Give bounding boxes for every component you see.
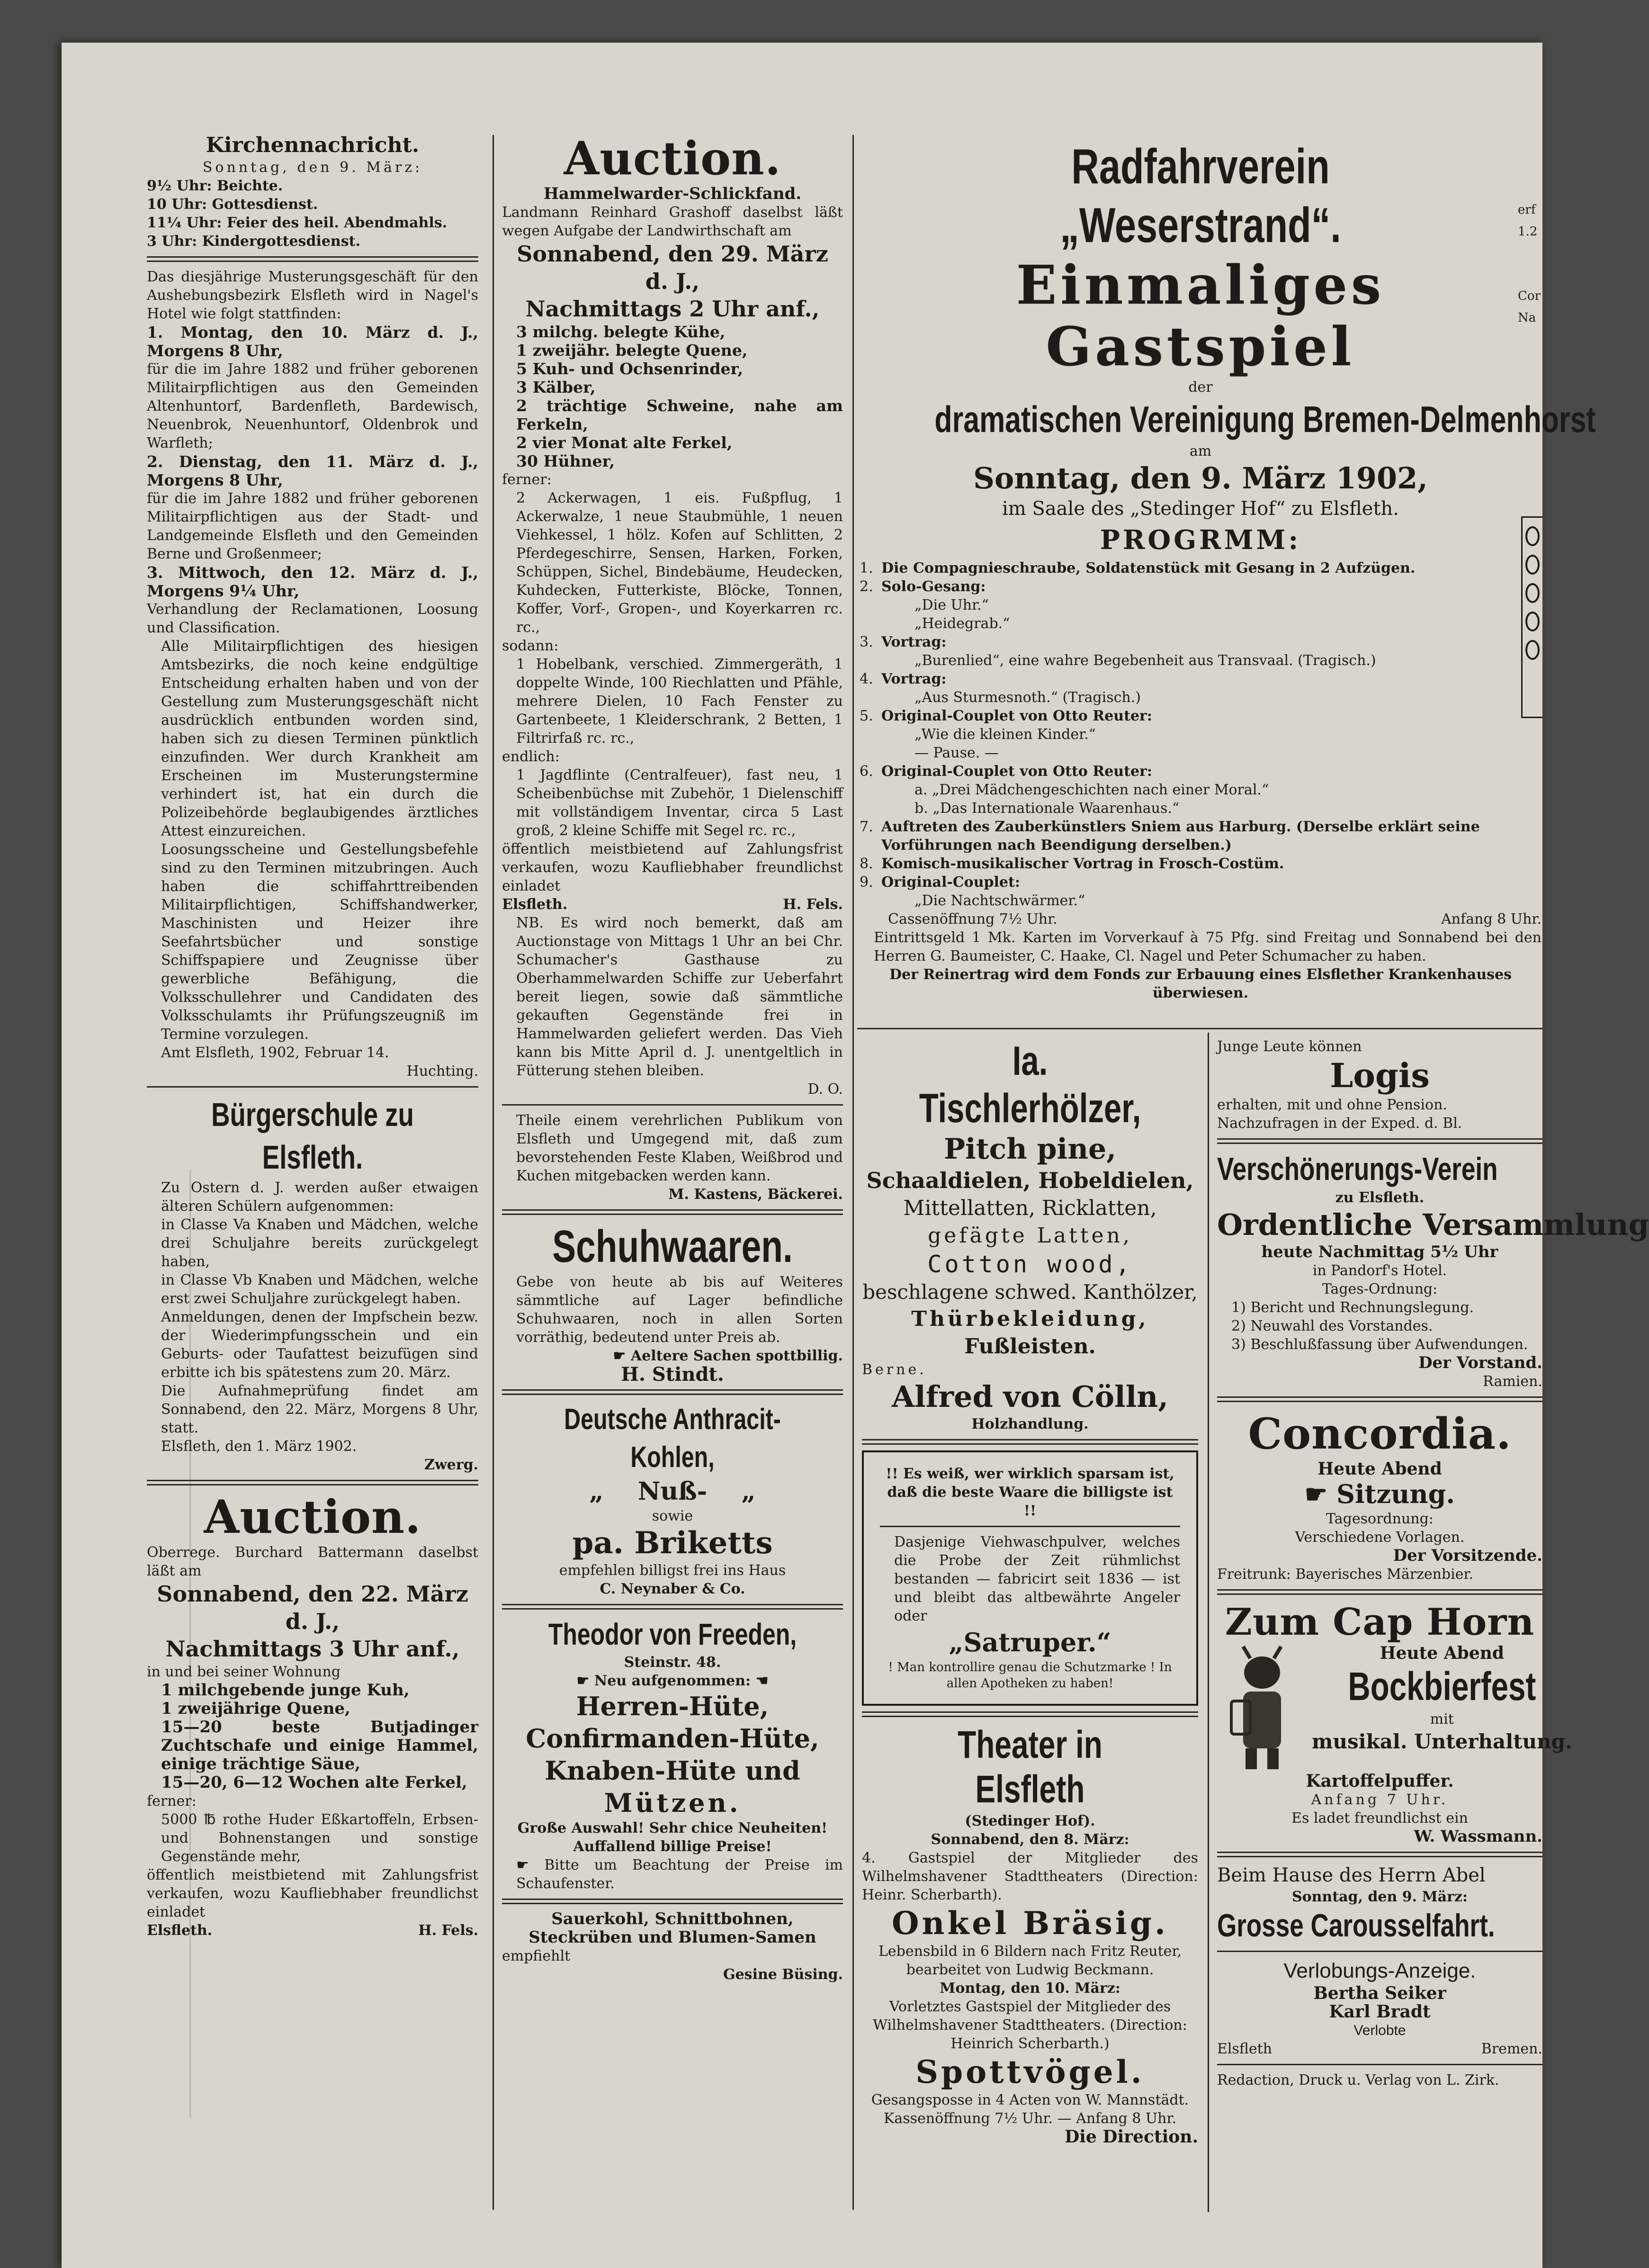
column-3 xyxy=(862,1037,1198,2146)
programme-item xyxy=(860,762,1541,781)
text: Cassenöffnung 7½ Uhr. xyxy=(888,911,1058,927)
edge-ornament xyxy=(1521,516,1542,718)
date: Sonnabend, den 22. März d. J., xyxy=(157,1581,468,1634)
text: 1 Hobelbank, verschied. Zimmergeräth, 1 doppelte Winde, 100 Riechlatten und Pfähle, mehrere Dielen, 10 Fach Fenster zu Gartenbeete, 1 Kleiderschrank, 2 Betten, 1 Filtrirfaß rc. rc., xyxy=(516,656,843,747)
divider xyxy=(862,1711,1198,1717)
text: Oberrege. Burchard Battermann daselbst läßt am xyxy=(147,1544,478,1579)
time: Nachmittags 2 Uhr anf., xyxy=(525,296,820,322)
time: Nachmittags 3 Uhr anf., xyxy=(165,1636,460,1662)
theatre-ad xyxy=(862,1723,1198,2146)
heading: Bürgerschule zu Elsfleth. xyxy=(211,1096,414,1176)
lodging-ad xyxy=(1217,1037,1542,1133)
signature: H. Fels. xyxy=(418,1922,478,1939)
subtitle: Holzhandlung. xyxy=(971,1416,1089,1432)
heading: Verschönerungs-Verein xyxy=(1217,1151,1498,1187)
programme-number xyxy=(860,725,877,744)
programme-item xyxy=(860,596,1541,614)
text: Anfang 7 Uhr. xyxy=(1311,1791,1449,1808)
text: am xyxy=(1189,443,1212,459)
address: Steinstr. 48. xyxy=(624,1654,721,1671)
text: Alle Militairpflichtigen des hiesigen Amtsbezirks, die noch keine endgültige Entscheidung erhalten haben und von der Gestellung zum Musterungsgeschäft nicht ausdrücklich entbunden worden sind, haben sich zu diesen Terminen pünktlich einzufinden. Wer durch Krankheit am Erscheinen im Musterungstermine verhindert ist, hat ein durch die Polizeibehörde beglaubigendes ärztliches Attest einzureichen. xyxy=(161,638,478,839)
cap-horn-ad xyxy=(1217,1601,1572,1846)
text: Eintrittsgeld 1 Mk. Karten im Vorverkauf à 75 Pfg. sind Freitag und Sonnabend bei den Herren G. Baumeister, C. Haake, Cl. Nagel und Peter Schumacher zu haben. xyxy=(874,929,1541,964)
divider xyxy=(857,1028,1542,1029)
text: Verlobte xyxy=(1353,2023,1406,2038)
programme-item xyxy=(860,707,1541,725)
divider xyxy=(502,1209,843,1215)
line: 9½ Uhr: Beichte. xyxy=(147,178,283,194)
text: Es ladet freundlichst ein xyxy=(1291,1810,1468,1827)
product: Pitch pine, xyxy=(943,1133,1117,1166)
text: empfiehlt xyxy=(502,1948,571,1964)
programme-item xyxy=(860,688,1541,707)
name: Bertha Seiker xyxy=(1313,1983,1446,2003)
text: erhalten, mit und ohne Pension. xyxy=(1217,1097,1447,1113)
programme-text: Solo-Gesang: xyxy=(881,578,986,595)
programme-item xyxy=(860,855,1541,873)
divider xyxy=(880,1526,1180,1527)
date: Sonntag, den 9. März: xyxy=(202,159,423,176)
meeting-title: Ordentliche Versammlung xyxy=(1217,1207,1649,1242)
auction-ad-2 xyxy=(147,1491,478,1940)
text: Lebensbild in 6 Bildern nach Fritz Reuter, bearbeitet von Ludwig Beckmann. xyxy=(878,1943,1182,1978)
text: Beim Hause des Herrn Abel xyxy=(1217,1864,1486,1886)
product: Cotton wood, xyxy=(927,1251,1133,1278)
text: 2 Ackerwagen, 1 eis. Fußpflug, 1 Ackerwalze, 1 neue Staubmühle, 1 neuen Viehkessel, 1 hölz. Kofen auf Schlitten, 2 Pferdegeschirre, Sensen, Harken, Forken, Schüppen, Sichel, Bindebäume, Heudecken, Kuhdecken, Futterkiste, Blöcke, Tonnen, Koffer, Vorf-, Gropen-, und Koyerkarren rc. rc., xyxy=(516,490,843,636)
divider xyxy=(502,1389,843,1395)
divider xyxy=(147,256,478,262)
text: Loosungsscheine und Gestellungsbefehle sind zu den Terminen mitzubringen. Auch haben die schiffahrttreibenden Militairpflichtigen, Schiffshandwerker, Maschinisten und Heizer ihre Seefahrtsbücher und sonstige Schiffspapiere und Zeugnisse über gewerbliche Befähigung, die Volksschullehrer und Candidaten des Volksschulamts ihr Prüfungszeugniß im Termine vorzulegen. xyxy=(161,841,478,1043)
text: heute Nachmittag 5½ Uhr xyxy=(1261,1242,1498,1261)
text: Die Aufnahmeprüfung findet am Sonnabend, den 22. März, Morgens 8 Uhr, statt. xyxy=(161,1383,478,1436)
coal-ad xyxy=(502,1401,843,1598)
school-notice xyxy=(147,1093,478,1474)
text: musikal. Unterhaltung. xyxy=(1312,1730,1572,1753)
text: Heute Abend xyxy=(1317,1459,1442,1479)
programme-text: — Pause. — xyxy=(914,745,999,761)
text: Freitrunk: Bayerisches Märzenbier. xyxy=(1217,1566,1474,1583)
programme-number: 4. xyxy=(860,671,873,687)
programme-number: 8. xyxy=(860,855,873,872)
text: Verschiedene Vorlagen. xyxy=(1295,1529,1465,1546)
subheading: Einmaliges Gastspiel xyxy=(1016,254,1385,378)
text: endlich: xyxy=(502,748,560,765)
text: in Classe Vb Knaben und Mädchen, welche erst zwei Schuljahre zurückgelegt haben. xyxy=(161,1272,478,1307)
heading: Kirchennachricht. xyxy=(206,133,420,157)
imprint: Redaction, Druck u. Verlag von L. Zirk. xyxy=(1217,2072,1499,2088)
divider xyxy=(1217,1138,1542,1144)
text: Das diesjährige Musterungsgeschäft für den Aushebungsbezirk Elsfleth wird in Nagel's Hotel wie folgt stattfinden: xyxy=(147,269,478,322)
programme-text: Auftreten des Zauberkünstlers Sniem aus Harburg. (Derselbe erklärt seine Vorführungen nach Beendigung derselben.) xyxy=(881,819,1480,854)
heading: !! Es weiß, wer wirklich sparsam ist, daß die beste Waare die billigste ist !! xyxy=(886,1466,1174,1519)
programme-number: 5. xyxy=(860,708,873,724)
pointing-hand-icon: ☛ xyxy=(516,1857,545,1873)
programme-number xyxy=(860,651,877,670)
signature: Zwerg. xyxy=(424,1457,478,1473)
signature-line xyxy=(147,1921,478,1940)
text: Vorletztes Gastspiel der Mitglieder des Wilhelmshavener Stadttheaters. (Direction: Heinrich Scherbarth.) xyxy=(873,1998,1187,2052)
hand-line xyxy=(502,1856,843,1893)
programme-text: Komisch-musikalischer Vortrag in Frosch-Costüm. xyxy=(881,855,1284,872)
military-notice xyxy=(147,268,478,1080)
item: 15—20, 6—12 Wochen alte Ferkel, xyxy=(161,1773,467,1792)
heading: Theater in Elsfleth xyxy=(958,1723,1102,1811)
beer-goat-illustration-icon xyxy=(1217,1644,1307,1772)
agenda-item: 3) Beschlußfassung über Aufwendungen. xyxy=(1231,1336,1528,1353)
text: Kartoffelpuffer. xyxy=(1306,1771,1454,1791)
programme-item xyxy=(860,577,1541,596)
pointing-hand-icon: ☛ xyxy=(1304,1479,1336,1509)
ensemble: dramatischen Vereinigung Bremen-Delmenhorst xyxy=(934,398,1596,440)
session-line xyxy=(1217,1478,1542,1510)
signature: W. Wassmann. xyxy=(1414,1827,1542,1846)
footnote: ! Man kontrollire genau die Schutzmarke ! In allen Apotheken zu haben! xyxy=(888,1660,1172,1691)
programme-number xyxy=(860,891,877,910)
signature: Alfred von Cölln, xyxy=(892,1379,1168,1414)
programme-item xyxy=(860,651,1541,670)
text: Gesangsposse in 4 Acten von W. Mannstädt. Kassenöffnung 7½ Uhr. — Anfang 8 Uhr. xyxy=(871,2092,1189,2127)
text: Gebe von heute ab bis auf Weiteres sämmtliche auf Lager befindliche Schuhwaaren, noch in allen Sorten vorräthig, bedeutend unter Preis ab. xyxy=(516,1274,843,1346)
programme-text: „Burenlied“, eine wahre Begebenheit aus Transvaal. (Tragisch.) xyxy=(914,652,1376,669)
text: 5000 ℔ rothe Huder Eßkartoffeln, Erbsen- und Bohnenstangen und sonstige Gegenstände mehr, xyxy=(161,1811,478,1865)
date: 2. Dienstag, den 11. März d. J., Morgens 8 Uhr, xyxy=(147,452,478,489)
programme-text: Vortrag: xyxy=(881,671,947,687)
text: Tagesordnung: xyxy=(1326,1511,1434,1527)
item: 1 zweijährige Quene, xyxy=(161,1699,350,1718)
item: 30 Hühner, xyxy=(516,452,615,470)
programme-number xyxy=(860,596,877,614)
timber-ad xyxy=(862,1037,1198,1433)
programme-number xyxy=(860,744,877,762)
programme-text: Original-Couplet: xyxy=(881,874,1020,891)
line: 11¼ Uhr: Feier des heil. Abendmahls. xyxy=(147,215,448,231)
programme-text: a. „Drei Mädchengeschichten nach einer Moral.“ xyxy=(914,782,1269,798)
text: mit xyxy=(1430,1711,1454,1728)
text: Dasjenige Viehwaschpulver, welches die Probe der Zeit rühmlichst bestanden — fabricirt seit 1836 — ist und bleibt das altbewährte Angeler oder xyxy=(894,1534,1180,1624)
programme-item xyxy=(860,614,1541,633)
programme-item xyxy=(860,744,1541,762)
subheading: (Stedinger Hof). xyxy=(965,1813,1095,1829)
column-rule xyxy=(493,135,494,2210)
text: Nuß- xyxy=(637,1477,708,1506)
pointing-hand-icon: ☚ xyxy=(751,1673,769,1689)
date: Sonnabend, den 8. März: xyxy=(931,1831,1129,1848)
column-3-wide xyxy=(860,137,1596,1002)
text: in und bei seiner Wohnung xyxy=(147,1664,341,1680)
column-2 xyxy=(502,133,843,1984)
programme-text: Original-Couplet von Otto Reuter: xyxy=(881,708,1152,724)
product: beschlagene schwed. Kanthölzer, xyxy=(862,1280,1198,1304)
programme-item xyxy=(860,818,1541,855)
beautification-society-ad xyxy=(1217,1150,1649,1391)
product: Knaben-Hüte und xyxy=(545,1755,800,1786)
divider xyxy=(1217,1951,1542,1952)
product: pa. Briketts xyxy=(572,1525,773,1561)
adjacent-page-edge xyxy=(1518,199,1541,329)
text: öffentlich meistbietend mit Zahlungsfrist verkaufen, wozu Kaufliebhaber freundlichst einladet xyxy=(147,1867,478,1920)
programme-text: „Wie die kleinen Kinder.“ xyxy=(914,726,1096,743)
date: Montag, den 10. März: xyxy=(940,1980,1120,1997)
text: in Classe Va Knaben und Mädchen, welche drei Schuljahre bereits zurückgelegt haben, xyxy=(161,1216,478,1270)
ditto-mark: „ xyxy=(589,1477,604,1506)
programme-title: PROGRMM: xyxy=(1100,524,1301,556)
programme-item xyxy=(860,725,1541,744)
programme-number: 7. xyxy=(860,819,873,835)
divider xyxy=(1217,1396,1542,1402)
programme-item xyxy=(860,799,1541,818)
line: 10 Uhr: Gottesdienst. xyxy=(147,196,318,213)
divider xyxy=(1217,2064,1542,2065)
text: ferner: xyxy=(502,471,552,488)
text: Verhandlung der Reclamationen, Loosung und Classification. xyxy=(147,601,478,636)
product: gefägte Latten, xyxy=(928,1224,1132,1248)
item: 15—20 beste Butjadinger Zuchtschafe und einige Hammel, einige trächtige Säue, xyxy=(161,1718,478,1773)
programme-item xyxy=(860,559,1541,577)
pointing-hand-icon: ☛ xyxy=(576,1673,594,1689)
signature-name: Ramien. xyxy=(1483,1373,1542,1390)
column-rule xyxy=(1208,1033,1209,2212)
note: NB. Es wird noch bemerkt, daß am Auctionstage von Mittags 1 Uhr an bei Chr. Schumacher's Gasthause zu Oberhammelwarden Schiffe zur Ueberfahrt bereit liegen, sowie daß sämmtliche gekauften Gegenstände frei in Hammelwarden geliefert werden. Das Vieh kann bis Mitte April d. J. unentgeltlich in Fütterung stehen bleiben. xyxy=(516,915,843,1079)
name: Karl Bradt xyxy=(1329,2002,1431,2022)
signature: Der Vorsitzende. xyxy=(1393,1546,1542,1565)
text: Sitzung. xyxy=(1336,1479,1455,1509)
initials: D. O. xyxy=(807,1081,843,1098)
heading: Ia. Tischlerhölzer, xyxy=(919,1038,1141,1131)
divider xyxy=(1217,1852,1542,1857)
programme-text: Vortrag: xyxy=(881,634,947,650)
text: Sauerkohl, Schnittbohnen, Steckrüben und Blumen-Samen xyxy=(529,1909,816,1947)
hand-line xyxy=(502,1347,843,1365)
places xyxy=(1217,2040,1542,2058)
washing-powder-ad xyxy=(862,1450,1198,1706)
shoe-ad xyxy=(502,1221,843,1384)
product: Mützen. xyxy=(604,1788,741,1818)
place: zu Elsfleth. xyxy=(1335,1189,1425,1206)
programme-number xyxy=(860,781,877,799)
line: 3 Uhr: Kindergottesdienst. xyxy=(147,233,360,250)
product: Fußleisten. xyxy=(964,1334,1096,1359)
column-4 xyxy=(1217,1037,1649,2089)
text: Neu aufgenommen: xyxy=(594,1673,751,1689)
pointing-hand-icon: ☛ xyxy=(613,1348,631,1364)
edge-text: Cor xyxy=(1518,289,1541,303)
agenda-item: 2) Neuwahl des Vorstandes. xyxy=(1231,1318,1433,1334)
programme-number: 2. xyxy=(860,578,873,595)
text: sowie xyxy=(652,1508,693,1524)
programme-item xyxy=(860,633,1541,651)
text: Tages-Ordnung: xyxy=(1322,1281,1438,1297)
column-1 xyxy=(147,133,478,1940)
play-title: Spottvögel. xyxy=(915,2053,1145,2090)
programme-item xyxy=(860,891,1541,910)
signature: H. Fels. xyxy=(783,896,843,913)
engagement-notice xyxy=(1217,1958,1542,2058)
ditto-mark: „ xyxy=(741,1477,756,1506)
event-title: Bockbierfest xyxy=(1348,1664,1536,1709)
text: für die im Jahre 1882 und früher geborenen Militairpflichtigen aus den Gemeinden Altenhuntorf, Bardenfleth, Bardewisch, Neuenbrok, Neuenhuntorf, Oldenbrok und Warfleth; xyxy=(147,361,478,451)
cap-horn-text xyxy=(1312,1644,1572,1772)
place: Bremen. xyxy=(1481,2041,1542,2057)
programme-list xyxy=(860,559,1541,910)
text: Anfang 8 Uhr. xyxy=(1441,911,1541,927)
product: Mittellatten, Ricklatten, xyxy=(903,1196,1157,1220)
item: 1 zweijähr. belegte Quene, xyxy=(516,341,748,360)
signature: Die Direction. xyxy=(1064,2127,1198,2147)
divider xyxy=(862,1439,1198,1445)
signature-line xyxy=(502,895,843,914)
text: für die im Jahre 1882 und früher geborenen Militairpflichtigen aus der Stadt- und Landgemeinde Elsfleth und den Gemeinden Berne und Großenmeer; xyxy=(147,490,478,562)
carousel-ad xyxy=(1217,1863,1542,1945)
programme-text: „Heidegrab.“ xyxy=(914,615,1010,632)
divider xyxy=(502,1104,843,1106)
date: Sonnabend, den 29. März d. J., xyxy=(517,241,828,294)
programme-number: 1. xyxy=(860,560,873,576)
subheading: Hammelwarder-Schlickfand. xyxy=(543,184,802,203)
cycling-club-ad xyxy=(860,137,1596,1002)
heading: Verlobungs-Anzeige. xyxy=(1283,1959,1476,1982)
edge-text: erf xyxy=(1518,203,1536,217)
programme-text: „Die Nachtschwärmer.“ xyxy=(914,892,1085,909)
text: Zu Ostern d. J. werden außer etwaigen älteren Schülern aufgenommen: xyxy=(161,1179,478,1215)
heading: Logis xyxy=(1330,1056,1430,1095)
item: 1 milchgebende junge Kuh, xyxy=(161,1681,410,1700)
text: ferner: xyxy=(147,1793,197,1809)
programme-text: b. „Das Internationale Waarenhaus.“ xyxy=(914,800,1180,817)
text: Große Auswahl! Sehr chice Neuheiten! Auffallend billige Preise! xyxy=(517,1820,828,1855)
heading: Grosse Carousselfahrt. xyxy=(1217,1908,1495,1944)
programme-number xyxy=(860,688,877,707)
times-line xyxy=(860,910,1541,928)
signature: Gesine Büsing. xyxy=(723,1966,843,1983)
date: 1. Montag, den 10. März d. J., Morgens 8 Uhr, xyxy=(147,323,478,360)
heading: Radfahrverein „Weserstrand“. xyxy=(1060,139,1341,253)
heading: Deutsche Anthracit-Kohlen, xyxy=(564,1403,781,1474)
text: Bitte um Beachtung der Preise im Schaufenster. xyxy=(516,1857,843,1892)
text: Der Reinertrag wird dem Fonds zur Erbauung eines Elsflether Krankenhauses überwiesen. xyxy=(889,966,1512,1001)
divider xyxy=(502,1604,843,1610)
signature: Huchting. xyxy=(406,1063,478,1080)
text: in Pandorf's Hotel. xyxy=(1312,1262,1447,1279)
divider xyxy=(147,1480,478,1485)
signature: M. Kastens, Bäckerei. xyxy=(668,1186,843,1203)
product: Confirmanden-Hüte, xyxy=(526,1723,819,1754)
text: Anmeldungen, denen der Impfschein bezw. der Wiederimpfungsschein und ein Geburts- oder Taufattest beizufügen sind erbitte ich bis spätestens zum 20. März. xyxy=(161,1309,478,1381)
signature-place: Amt Elsfleth, 1902, Februar 14. xyxy=(161,1044,389,1061)
divider xyxy=(1217,1589,1542,1595)
column-rule xyxy=(852,135,854,2210)
programme-text: Original-Couplet von Otto Reuter: xyxy=(881,763,1152,780)
programme-item xyxy=(860,781,1541,799)
edge-text: 1.2 xyxy=(1518,225,1538,239)
date: Sonntag, den 9. März 1902, xyxy=(973,461,1428,495)
divider xyxy=(147,1086,478,1088)
product: Schaaldielen, Hobeldielen, xyxy=(866,1168,1194,1193)
agenda-item: 1) Bericht und Rechnungslegung. xyxy=(1231,1299,1474,1316)
text: 4. Gastspiel der Mitglieder des Wilhelmshavener Stadttheaters (Direction: Heinr. Scherbarth). xyxy=(862,1850,1198,1903)
concordia-ad xyxy=(1217,1408,1542,1584)
signature: C. Neynaber & Co. xyxy=(600,1581,745,1597)
heading: Zum Cap Horn xyxy=(1225,1601,1535,1644)
programme-number xyxy=(860,614,877,633)
text: Landmann Reinhard Grashoff daselbst läßt wegen Aufgabe der Landwirthschaft am xyxy=(502,204,843,239)
place: Elsfleth. xyxy=(502,896,568,913)
text: sodann: xyxy=(502,638,559,654)
text: empfehlen billigst frei ins Haus xyxy=(559,1562,786,1579)
text: 1 Jagdflinte (Centralfeuer), fast neu, 1 Scheibenbüchse mit Zubehör, 1 Dielenschiff mit vollständigem Inventar, circa 5 Last groß, 2 kleine Schiffe mit Segel rc. rc., xyxy=(516,767,843,839)
product: Herren-Hüte, xyxy=(576,1691,769,1721)
programme-number: 3. xyxy=(860,634,873,650)
signature: Der Vorstand. xyxy=(1418,1353,1542,1372)
nut-line xyxy=(502,1476,843,1507)
text: Theile einem verehrlichen Publikum von Elsfleth und Umgegend mit, daß zum bevorstehenden Feste Klaben, Weißbrod und Kuchen mitgebacken werden kann. xyxy=(516,1112,843,1184)
hand-line xyxy=(502,1672,843,1690)
seed-ad xyxy=(502,1910,843,1984)
heading: Auction. xyxy=(564,132,781,185)
programme-item xyxy=(860,873,1541,891)
text: Junge Leute können xyxy=(1217,1038,1362,1055)
text: Aeltere Sachen spottbillig. xyxy=(630,1348,843,1364)
programme-item xyxy=(860,670,1541,688)
text: öffentlich meistbietend auf Zahlungsfrist verkaufen, wozu Kaufliebhaber freundlichst einladet xyxy=(502,841,843,894)
item: 3 milchg. belegte Kühe, xyxy=(516,323,726,341)
item: 3 Kälber, xyxy=(516,378,596,396)
signature-place: Elsfleth, den 1. März 1902. xyxy=(161,1438,357,1455)
edge-text: Na xyxy=(1518,311,1536,325)
item: 5 Kuh- und Ochsenrinder, xyxy=(516,360,743,378)
heading: Concordia. xyxy=(1248,1409,1512,1459)
venue: im Saale des „Stedinger Hof“ zu Elsfleth. xyxy=(1002,498,1399,520)
item: 2 trächtige Schweine, nahe am Ferkeln, xyxy=(516,396,843,433)
place: Elsfleth. xyxy=(147,1922,213,1939)
signature: H. Stindt. xyxy=(621,1363,724,1386)
programme-number: 6. xyxy=(860,763,873,780)
heading: Theodor von Freeden, xyxy=(548,1617,797,1651)
date: Sonntag, den 9. März: xyxy=(1291,1889,1468,1905)
heading: Schuhwaaren. xyxy=(552,1221,793,1272)
church-notice xyxy=(147,133,478,251)
brand: „Satruper.“ xyxy=(949,1627,1111,1657)
date: 3. Mittwoch, den 12. März d. J., Morgens 9¼ Uhr, xyxy=(147,563,478,600)
cap-horn-body xyxy=(1217,1643,1572,1772)
hat-ad xyxy=(502,1615,843,1893)
product: Thürbekleidung, xyxy=(911,1307,1149,1331)
play-title: Onkel Bräsig. xyxy=(892,1905,1168,1942)
item: 2 vier Monat alte Ferkel, xyxy=(516,433,733,452)
text: Heute Abend xyxy=(1380,1643,1505,1663)
place: Elsfleth xyxy=(1217,2041,1273,2057)
programme-number xyxy=(860,799,877,818)
programme-text: „Die Uhr.“ xyxy=(914,597,989,613)
text: Nachzufragen in der Exped. d. Bl. xyxy=(1217,1115,1462,1132)
newspaper-page xyxy=(62,43,1649,2268)
divider xyxy=(502,1899,843,1904)
programme-text: „Aus Sturmesnoth.“ (Tragisch.) xyxy=(914,689,1141,706)
bakery-ad xyxy=(502,1111,843,1204)
programme-text: Die Compagnieschraube, Soldatenstück mit Gesang in 2 Aufzügen. xyxy=(881,560,1416,576)
heading: Auction. xyxy=(204,1490,421,1544)
text: der xyxy=(1188,379,1213,396)
programme-number: 9. xyxy=(860,874,873,891)
place: Berne. xyxy=(862,1361,927,1378)
auction-ad-1 xyxy=(502,133,843,1098)
